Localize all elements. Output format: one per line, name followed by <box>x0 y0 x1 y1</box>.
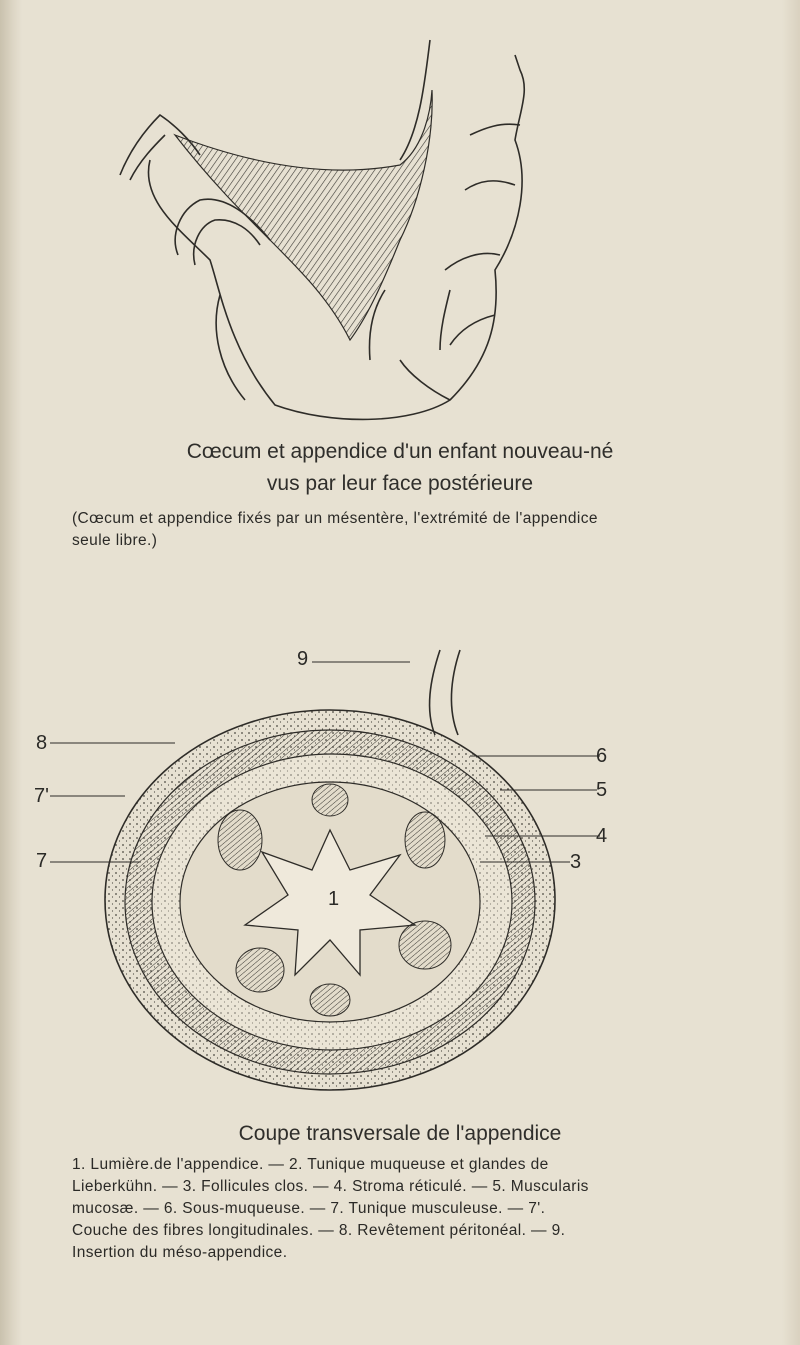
label-7: 7 <box>36 850 48 872</box>
label-6: 6 <box>596 745 608 767</box>
appendix-cross-section <box>30 640 630 1110</box>
label-4: 4 <box>596 825 608 847</box>
label-5: 5 <box>596 779 608 801</box>
label-8: 8 <box>36 732 48 754</box>
caecum-appendix-illustration <box>100 30 550 430</box>
figure1-title-line1: Cœcum et appendice d'un enfant nouveau-né <box>186 440 614 463</box>
figure1-title-line2: vus par leur face postérieure <box>266 472 534 495</box>
label-1-lumen: 1 <box>328 888 340 910</box>
label-9: 9 <box>297 648 309 670</box>
figure2-legend: 1. Lumière.de l'appendice. — 2. Tunique muqueuse et glandes de Lieberkühn. — 3. Follicules clos. — 4. Stroma réticulé. — 5. Muscularis mucosæ. — 6. Sous-muqueuse. — 7. Tunique musculeuse. — 7'. Couche des fibres longitudinales. — 8. Revêtement péritonéal. — 9. Insertion du méso-appendice. <box>72 1156 589 1261</box>
figure2-title: Coupe transversale de l'appendice <box>238 1122 562 1145</box>
caecum-drawing <box>100 30 550 430</box>
figure1-note: (Cœcum et appendice fixés par un mésentère, l'extrémité de l'appendice seule libre.) <box>72 510 598 549</box>
label-3: 3 <box>570 851 582 873</box>
cross-section-drawing <box>30 640 630 1110</box>
label-7-prime: 7' <box>34 785 49 807</box>
